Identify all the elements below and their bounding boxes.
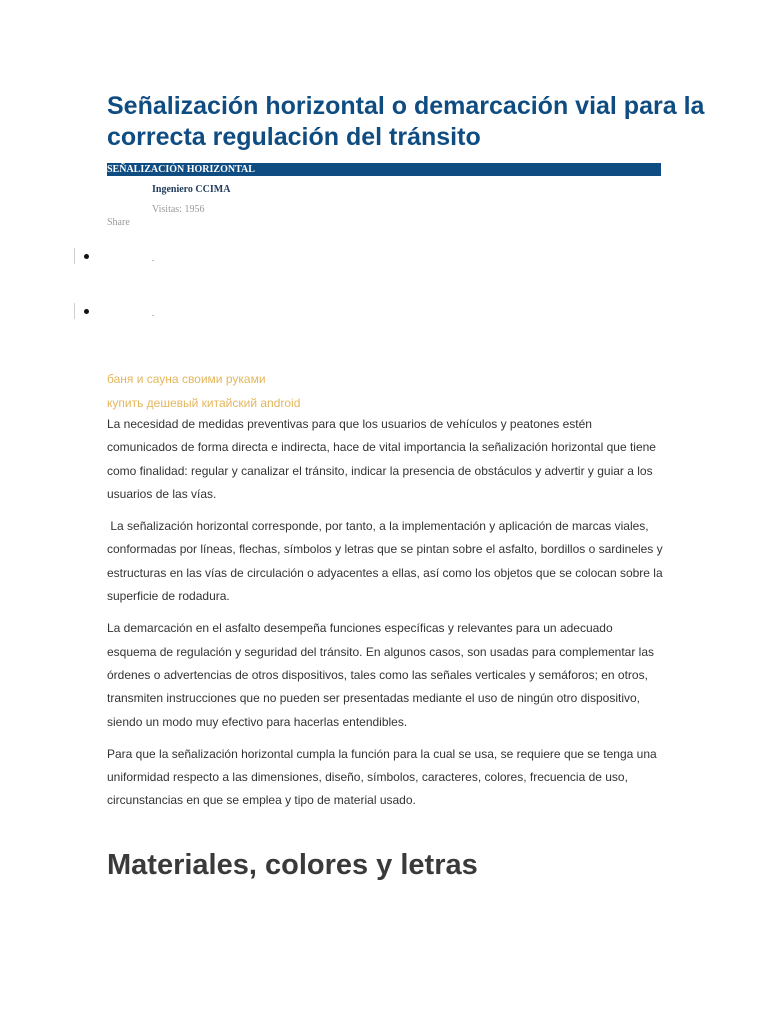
- share-divider: [74, 248, 75, 264]
- article-title: Señalización horizontal o demarcación vial para la correcta regulación del tránsito: [107, 92, 705, 151]
- author-link[interactable]: Ingeniero CCIMA: [152, 184, 231, 195]
- visit-count: Visitas: 1956: [152, 204, 205, 215]
- paragraph: La necesidad de medidas preventivas para que los usuarios de vehículos y peatones estén comunicados de forma directa e indirecta, hace de vital importancia la señalización horizontal que tiene como finalidad: regular y canalizar el tránsito, indicar la presencia de obstáculos y advertir y guiar a los usuarios de las vías.: [107, 417, 656, 501]
- section-label: SEÑALIZACIÓN HORIZONTAL: [107, 164, 255, 175]
- share-label: Share: [107, 217, 130, 228]
- share-placeholder: [152, 315, 154, 316]
- section-label-bar: [107, 163, 661, 176]
- share-bullet-icon[interactable]: [84, 309, 89, 314]
- paragraph: Para que la señalización horizontal cumpla la función para la cual se usa, se requiere que se tenga una uniformidad respecto a las dimensiones, diseño, símbolos, caracteres, colores, frecuencia de uso, circunstancias en que se emplea y tipo de material usado.: [107, 746, 657, 808]
- paragraph: La señalización horizontal corresponde, por tanto, a la implementación y aplicación de marcas viales, conformadas por líneas, flechas, símbolos y letras que se pintan sobre el asfalto, bordillos o sardineles y estructuras en las vías de circulación o adyacentes a ellas, así como los objetos que se colocan sobre la superficie de rodadura.: [107, 519, 666, 604]
- share-placeholder: [152, 260, 154, 261]
- article-body: [107, 413, 666, 822]
- section-heading: Materiales, colores y letras: [107, 849, 478, 881]
- share-divider: [74, 303, 75, 319]
- paragraph: La demarcación en el asfalto desempeña funciones específicas y relevantes para un adecuado esquema de regulación y seguridad del tránsito. En algunos casos, son usadas para complementar las órdenes o advertencias de otros dispositivos, tales como las señales verticales y semáforos; en otros, transmiten instrucciones que no pueden ser presentadas mediante el uso de ningún otro dispositivo, siendo un modo muy efectivo para hacerlas entendibles.: [107, 621, 654, 729]
- promo-link-android[interactable]: купить дешевый китайский android: [107, 396, 301, 410]
- promo-link-sauna[interactable]: баня и сауна своими руками: [107, 372, 266, 386]
- share-bullet-icon[interactable]: [84, 254, 89, 259]
